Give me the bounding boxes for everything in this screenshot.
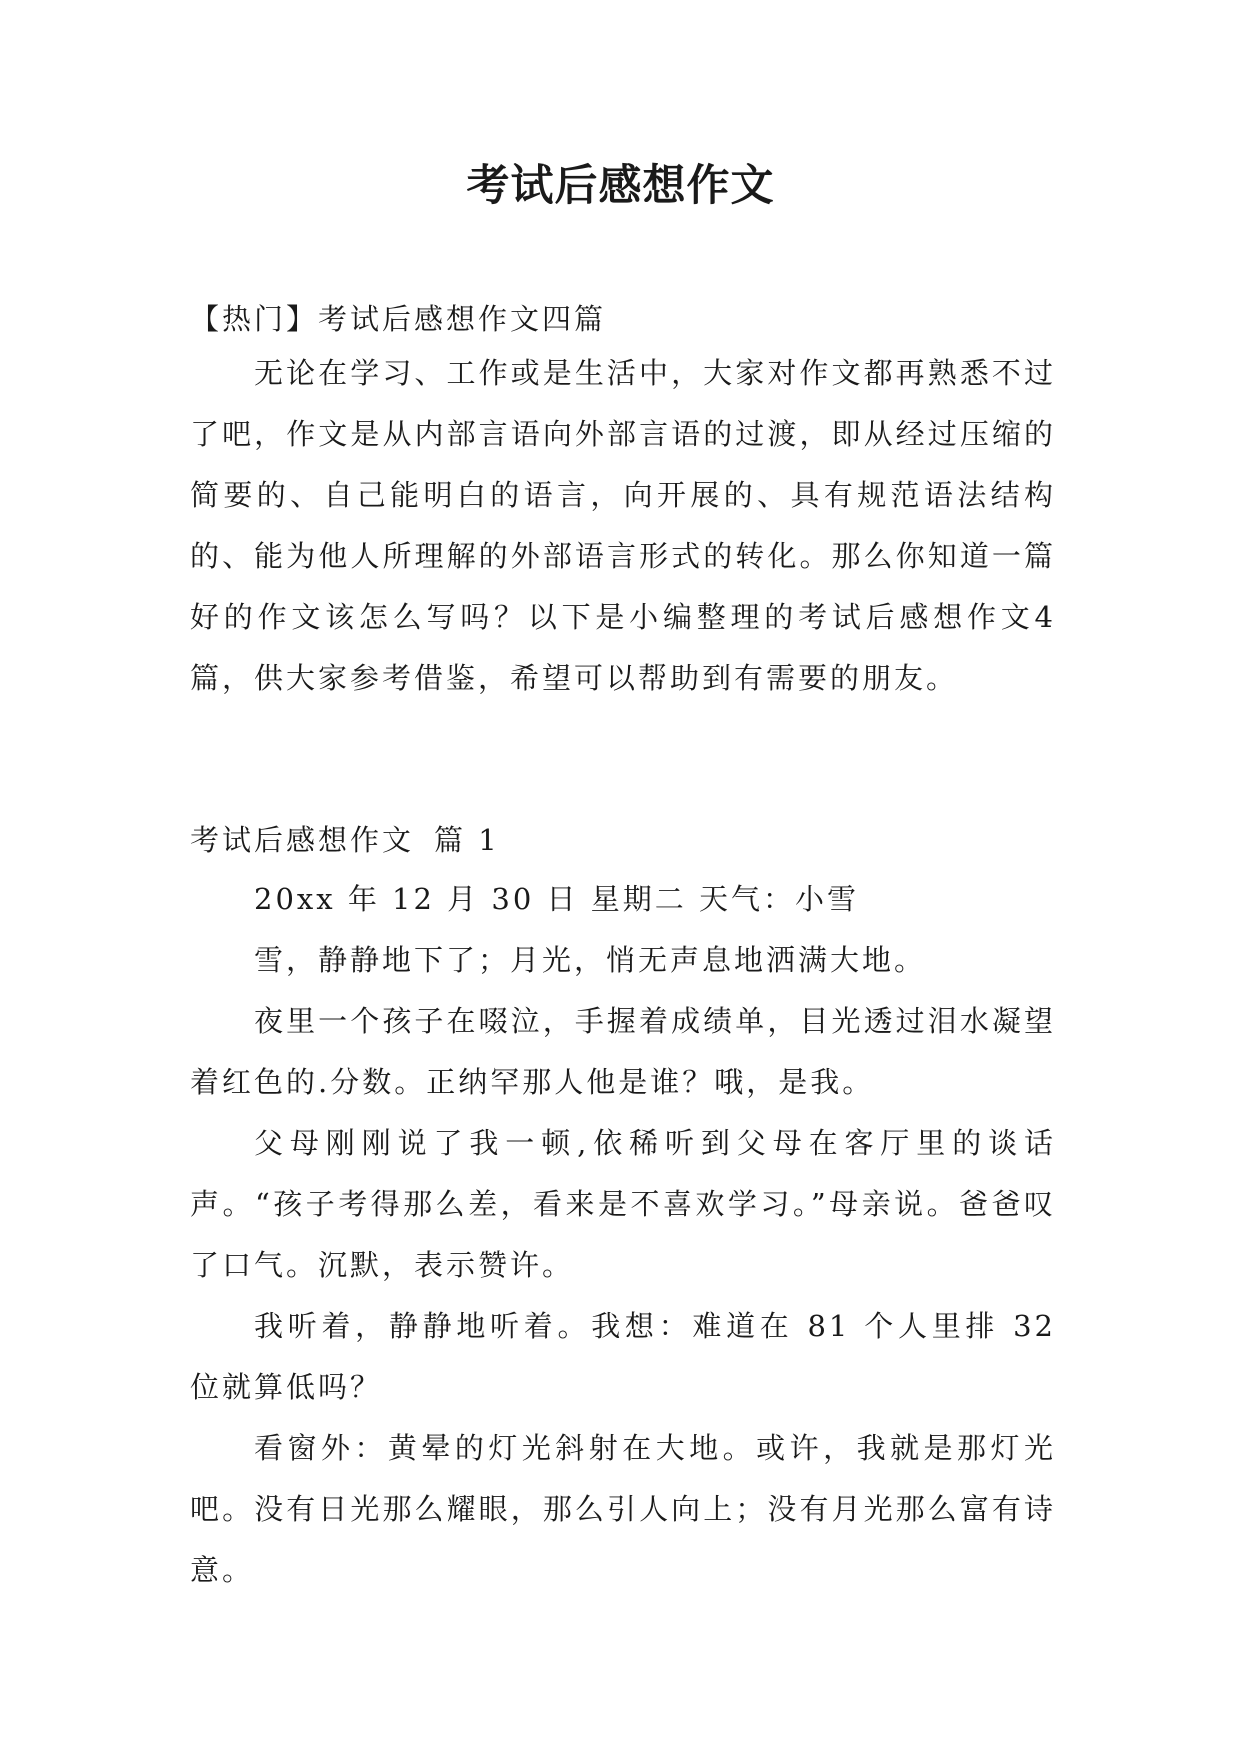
section-heading-number: 篇 1 (434, 823, 500, 857)
intro-paragraph: 无论在学习、工作或是生活中，大家对作文都再熟悉不过了吧，作文是从内部言语向外部言语的过渡，即从经过压缩的简要的、自己能明白的语言，向开展的、具有规范语法结构的、能为他人所理解的外部语言形式的转化。那么你知道一篇好的作文该怎么写吗？以下是小编整理的考试后感想作文4篇，供大家参考借鉴，希望可以帮助到有需要的朋友。 (190, 356, 1056, 695)
essay-paragraph: 夜里一个孩子在啜泣，手握着成绩单，目光透过泪水凝望着红色的.分数。正纳罕那人他是谁？哦，是我。 (190, 1004, 1056, 1099)
section-heading (190, 811, 1056, 869)
document-subtitle: 【热门】考试后感想作文四篇 (190, 302, 607, 336)
document-title: 考试后感想作文 (466, 161, 775, 211)
essay-paragraph: 看窗外：黄晕的灯光斜射在大地。或许，我就是那灯光吧。没有日光那么耀眼，那么引人向上；没有月光那么富有诗意。 (190, 1431, 1056, 1587)
essay-paragraph: 我听着，静静地听着。我想：难道在 81 个人里排 32 位就算低吗？ (190, 1309, 1056, 1404)
essay-section (190, 811, 1056, 1601)
essay-paragraph: 雪，静静地下了；月光，悄无声息地洒满大地。 (254, 943, 927, 977)
essay-paragraph: 父母刚刚说了我一顿,依稀听到父母在客厅里的谈话声。“孩子考得那么差，看来是不喜欢学习。”母亲说。爸爸叹了口气。沉默，表示赞许。 (190, 1126, 1056, 1282)
section-heading-text: 考试后感想作文 (190, 823, 415, 857)
intro-block (190, 343, 1056, 709)
essay-paragraph: 20xx 年 12 月 30 日 星期二 天气：小雪 (254, 882, 859, 916)
